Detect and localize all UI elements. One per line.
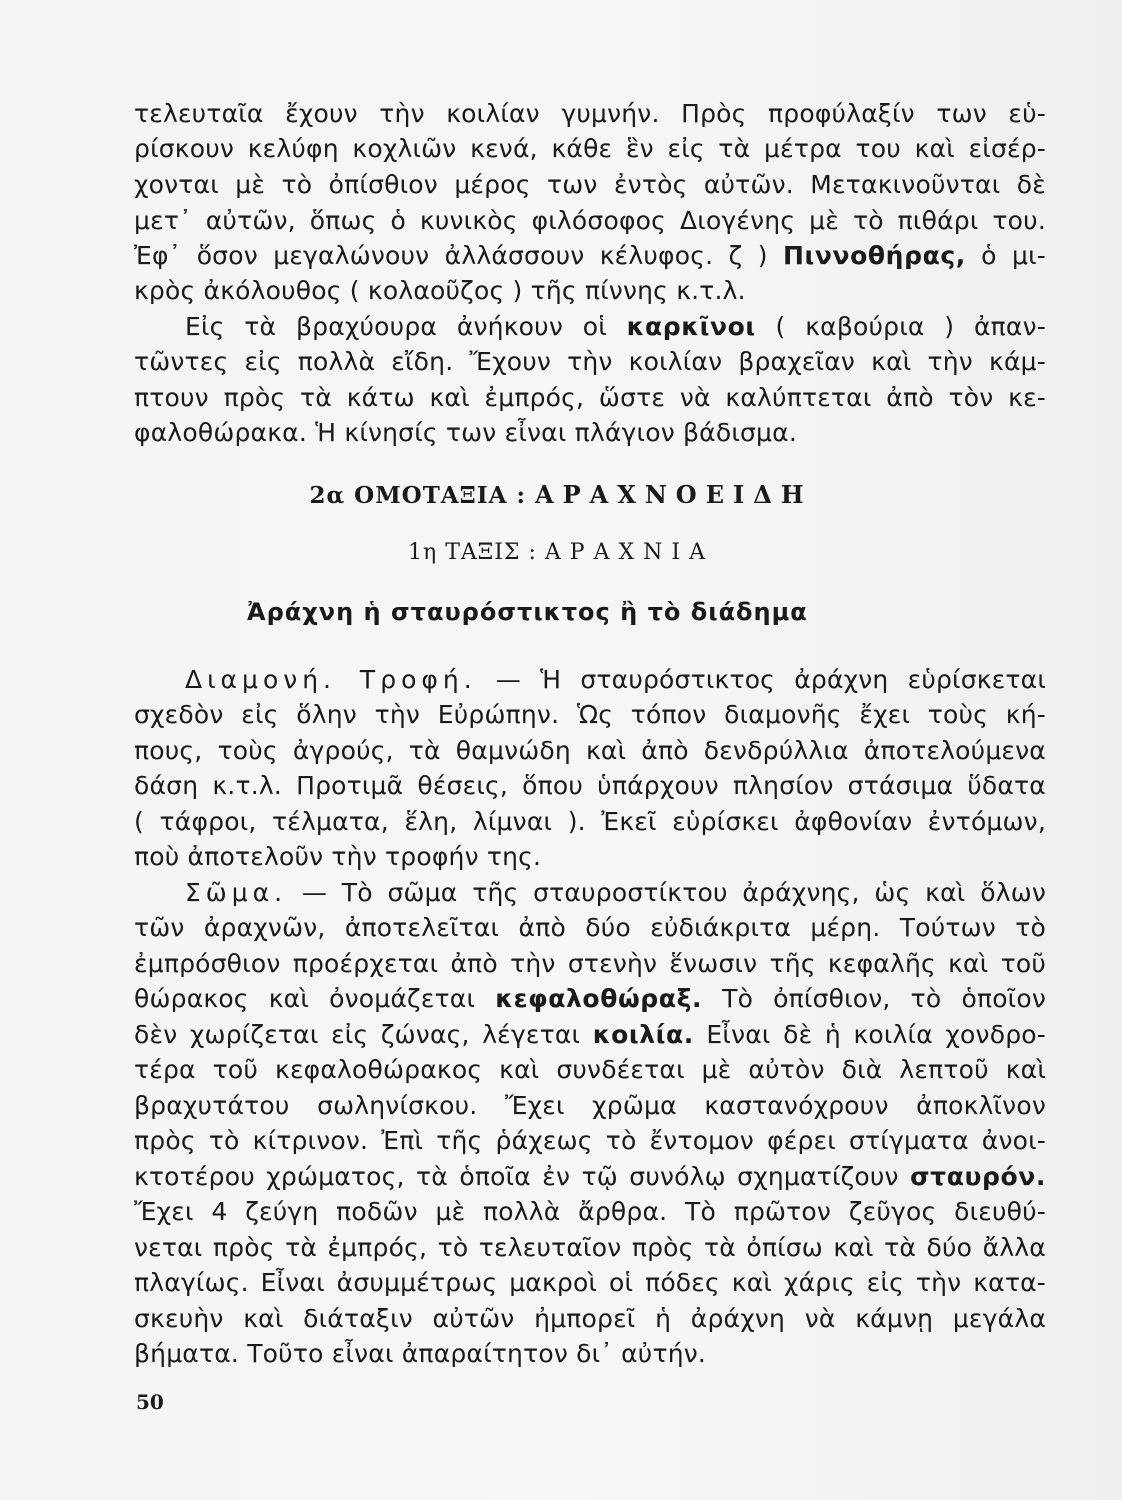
text-segment: κτοτέρου χρώματος, τὰ ὁποῖα ἐν τῷ συνόλῳ σχηματίζουν bbox=[134, 1162, 911, 1191]
text-segment: Τὸ ὀπίσθιον, τὸ ὁποῖον bbox=[702, 984, 1047, 1013]
text-line: φαλοθώρακα. Ἡ κίνησίς των εἶναι πλάγιον βάδισμα. bbox=[134, 418, 797, 447]
text-line bbox=[134, 983, 1046, 1015]
text-line: τῶντες εἰς πολλὰ εἴδη. Ἔχουν τὴν κοιλίαν βραχεῖαν καὶ τὴν κάμ- bbox=[134, 347, 1046, 376]
text-line bbox=[134, 1019, 1046, 1051]
bold-term-kefalothorax: κεφαλοθώραξ. bbox=[495, 984, 703, 1013]
order-heading bbox=[0, 540, 1122, 565]
text-line bbox=[134, 240, 1046, 272]
text-line: ( τάφροι, τέλματα, ἕλη, λίμναι ). Ἐκεῖ εὑρίσκει ἀφθονίαν ἐντόμων, bbox=[134, 807, 1046, 836]
heading-prefix: 1η ΤΑΞΙΣ : bbox=[408, 540, 545, 565]
text-segment: ὁ μι- bbox=[965, 241, 1046, 270]
text-line: πτουν πρὸς τὰ κάτω καὶ ἐμπρός, ὥστε νὰ καλύπτεται ἀπὸ τὸν κε- bbox=[134, 383, 1046, 412]
heading-prefix: 2α ΟΜΟΤΑΞΙΑ : bbox=[309, 482, 535, 509]
text-line: Ἔχει 4 ζεύγη ποδῶν μὲ πολλὰ ἄρθρα. Τὸ πρῶτον ζεῦγος διευθύ- bbox=[134, 1197, 1046, 1226]
bold-term-koilia: κοιλία. bbox=[592, 1020, 694, 1049]
section-label: Διαμονή. Τροφή. bbox=[185, 665, 477, 694]
text-line: δάση κ.τ.λ. Προτιμᾶ θέσεις, ὅπου ὑπάρχουν πλησίον στάσιμα ὕδατα bbox=[134, 771, 1046, 800]
section-label: Σῶμα. bbox=[185, 878, 288, 907]
text-line: ἐμπρόσθιον προέρχεται ἀπὸ τὴν στενὴν ἕνωσιν τῆς κεφαλῆς καὶ τοῦ bbox=[134, 949, 1046, 978]
species-heading: Ἀράχνη ἡ σταυρόστικτος ἢ τὸ διάδημα bbox=[247, 598, 808, 626]
text-segment: — Ἡ σταυρόστικτος ἀράχνη εὑρίσκεται bbox=[476, 665, 1046, 694]
text-line: βήματα. Τοῦτο εἶναι ἀπαραίτητον δι᾽ αὐτήν. bbox=[134, 1339, 707, 1368]
text-line: χονται μὲ τὸ ὀπίσθιον μέρος των ἐντὸς αὐτῶν. Μετακινοῦνται δὲ bbox=[134, 170, 1046, 199]
text-segment: Εἰς τὰ βραχύουρα ἀνήκουν οἱ bbox=[185, 312, 627, 341]
heading-title: ΑΡΑΧΝΙΑ bbox=[544, 540, 714, 565]
text-line bbox=[185, 311, 1046, 343]
page-number: 50 bbox=[136, 1390, 164, 1414]
text-line: πους, τοὺς ἀγρούς, τὰ θαμνώδη καὶ ἀπὸ δενδρύλλια ἀποτελούμενα bbox=[134, 736, 1046, 765]
text-line: ποὺ ἀποτελοῦν τὴν τροφήν της. bbox=[134, 842, 542, 871]
text-line: τέρα τοῦ κεφαλοθώρακος καὶ συνδέεται μὲ αὐτὸν διὰ λεπτοῦ καὶ bbox=[134, 1055, 1046, 1084]
text-line: μετ᾽ αὐτῶν, ὅπως ὁ κυνικὸς φιλόσοφος Διογένης μὲ τὸ πιθάρι του. bbox=[134, 206, 1046, 235]
text-line: νεται πρὸς τὰ ἐμπρός, τὸ τελευταῖον πρὸς τὰ ὀπίσω καὶ τὰ δύο ἄλλα bbox=[134, 1233, 1046, 1262]
text-line: κρὸς ἀκόλουθος ( κολαοῦζος ) τῆς πίννης κ.τ.λ. bbox=[134, 276, 746, 305]
text-segment: θώρακος καὶ ὀνομάζεται bbox=[134, 984, 496, 1013]
text-segment: ( καβούρια ) ἀπαν- bbox=[755, 312, 1047, 341]
text-segment: δὲν χωρίζεται εἰς ζώνας, λέγεται bbox=[134, 1020, 593, 1049]
bold-term-stavron: σταυρόν. bbox=[910, 1162, 1046, 1191]
heading-title: ΑΡΑΧΝΟΕΙΔΗ bbox=[534, 480, 813, 509]
text-line bbox=[134, 1161, 1046, 1193]
text-line: τῶν ἀραχνῶν, ἀποτελεῖται ἀπὸ δύο εὐδιάκριτα μέρη. Τούτων τὸ bbox=[134, 913, 1046, 942]
text-line: σκευὴν καὶ διάταξιν αὐτῶν ἠμπορεῖ ἡ ἀράχνη νὰ κάμνῃ μεγάλα bbox=[134, 1304, 1046, 1333]
bold-term-karkinoi: καρκῖνοι bbox=[626, 312, 756, 341]
text-line: σχεδὸν εἰς ὅλην τὴν Εὐρώπην. Ὡς τόπον διαμονῆς ἔχει τοὺς κή- bbox=[134, 700, 1046, 729]
class-heading bbox=[0, 480, 1122, 509]
text-line bbox=[185, 877, 1046, 909]
text-segment: — Τὸ σῶμα τῆς σταυροστίκτου ἀράχνης, ὡς καὶ ὅλων bbox=[287, 878, 1046, 907]
bold-term-pinnotheras: Πιννοθήρας, bbox=[783, 241, 966, 270]
text-line bbox=[185, 664, 1046, 696]
text-line: πρὸς τὸ κίτρινον. Ἐπὶ τῆς ῥάχεως τὸ ἔντομον φέρει στίγματα ἀνοι- bbox=[134, 1126, 1046, 1155]
text-segment: Εἶναι δὲ ἡ κοιλία χονδρο- bbox=[693, 1020, 1047, 1049]
text-line: τελευταῖα ἔχουν τὴν κοιλίαν γυμνήν. Πρὸς προφύλαξίν των εὑ- bbox=[134, 99, 1046, 128]
text-segment: Ἐφ᾽ ὅσον μεγαλώνουν ἀλλάσσουν κέλυφος. ζ ) bbox=[134, 241, 783, 270]
text-line: πλαγίως. Εἶναι ἀσυμμέτρως μακροὶ οἱ πόδες καὶ χάρις εἰς τὴν κατα- bbox=[134, 1268, 1046, 1297]
text-line: ρίσκουν κελύφη κοχλιῶν κενά, κάθε ἓν εἰς τὰ μέτρα του καὶ εἰσέρ- bbox=[134, 134, 1046, 163]
text-line: βραχυτάτου σωληνίσκου. Ἔχει χρῶμα καστανόχρουν ἀποκλῖνον bbox=[134, 1091, 1046, 1120]
